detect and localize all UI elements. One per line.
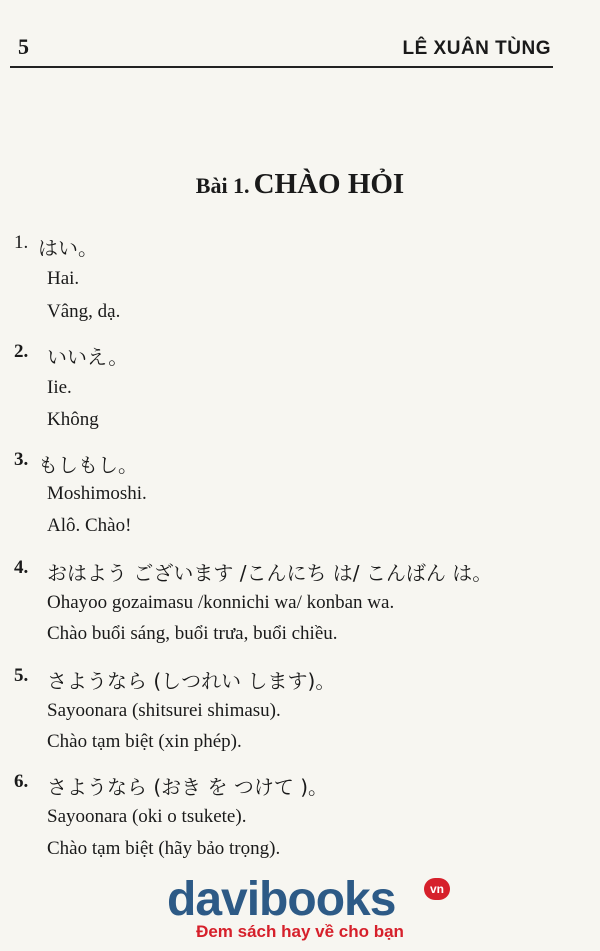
japanese-text: さようなら (しつれい します)。 — [47, 669, 336, 693]
japanese-text: いいえ。 — [47, 345, 129, 369]
vietnamese-text: Chào buổi sáng, buổi trưa, buổi chiều. — [47, 623, 338, 644]
vietnamese-text: Chào tạm biệt (xin phép). — [47, 731, 242, 752]
slogan-text: Đem sách hay về cho bạn — [196, 922, 404, 941]
lesson-topic: CHÀO HỎI — [253, 168, 405, 200]
lesson-label: Bài 1. — [195, 173, 250, 198]
page-number: 5 — [18, 34, 29, 59]
watermark-footer — [0, 872, 600, 951]
vietnamese-text: Alô. Chào! — [47, 515, 132, 536]
item-number: 6. — [14, 771, 29, 792]
romaji-text: Ohayoo gozaimasu /konnichi wa/ konban wa. — [47, 592, 395, 613]
item-number: 3. — [14, 449, 29, 470]
romaji-text: Hai. — [47, 268, 80, 289]
davibooks-logo[interactable]: davibooks — [167, 873, 396, 926]
item-number: 4. — [14, 557, 29, 578]
item-number: 5. — [14, 665, 29, 686]
item-number: 1. — [14, 232, 29, 253]
japanese-text: はい。 — [38, 236, 98, 260]
page-header — [10, 30, 553, 68]
vietnamese-text: Không — [47, 409, 99, 430]
romaji-text: Moshimoshi. — [47, 483, 147, 504]
japanese-text: おはよう ございます /こんにち は/ こんばん は。 — [47, 561, 493, 585]
vietnamese-text: Chào tạm biệt (hãy bảo trọng). — [47, 838, 281, 859]
item-number: 2. — [14, 341, 29, 362]
japanese-text: もしもし。 — [38, 453, 138, 477]
lesson-title — [0, 168, 600, 201]
romaji-text: Sayoonara (oki o tsukete). — [47, 806, 247, 827]
romaji-text: Sayoonara (shitsurei shimasu). — [47, 700, 281, 721]
author-name: LÊ XUÂN TÙNG — [402, 38, 551, 59]
vietnamese-text: Vâng, dạ. — [47, 301, 121, 322]
japanese-text: さようなら (おき を つけて )。 — [47, 775, 329, 799]
romaji-text: Iie. — [47, 377, 72, 398]
logo-vn-badge: vn — [424, 878, 450, 900]
